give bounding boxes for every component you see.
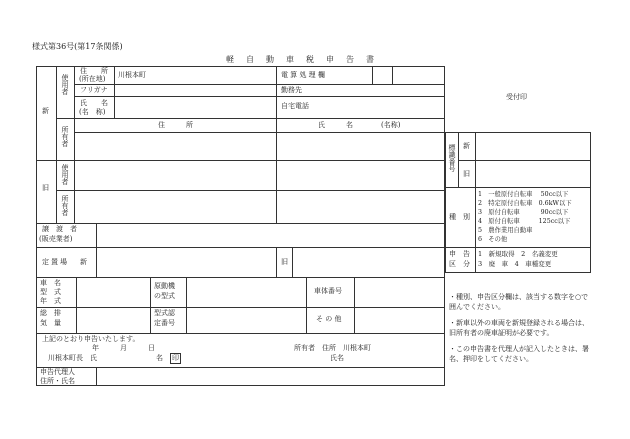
engine-model-label-2: の型式 (154, 292, 175, 300)
storage-label: 定置場 (42, 258, 69, 266)
notes (449, 292, 591, 364)
workplace-label: 勤務先 (281, 86, 302, 94)
storage-new-label: 新 (80, 258, 87, 266)
agent-label-1: 申告代理人 (40, 368, 75, 376)
form-title: 軽 自 動 車 税 申 告 書 (226, 55, 376, 64)
old-owner-label: 所有者 (61, 195, 69, 216)
home-phone-label: 自宅電話 (281, 102, 309, 110)
transferor-label-2: (販売業者) (39, 235, 73, 243)
displacement-label-1: 総 排 (40, 309, 61, 317)
vehicle-model-label-1: 車 名 (40, 279, 61, 287)
agent-label-2: 住所・氏名 (40, 377, 75, 385)
owner-name-header: 氏 名 (名称) (318, 121, 401, 129)
declaration-date: 年 月 日 (92, 344, 155, 352)
plate-number-label: 標識番号 (448, 144, 456, 172)
displacement-label-2: 気 量 (40, 319, 61, 327)
new-side-label: 新 (42, 107, 49, 115)
category-item[interactable]: 1 一般原付自転車 50cc以下 (478, 191, 569, 198)
category-list (478, 190, 572, 244)
form-number: 様式第36号(第17条関係) (32, 42, 123, 51)
address-label-2: (所在地) (79, 75, 106, 83)
owner-address-header: 住 所 (158, 121, 193, 129)
new-owner-label: 所有者 (61, 126, 69, 147)
declaration-recipient: 川根本町長 氏 (48, 354, 97, 362)
report-type-row-2[interactable]: 3 廃 車 4 車種変更 (478, 260, 552, 268)
category-item[interactable]: 3 原付自転車 90cc以下 (478, 209, 569, 216)
report-type-row-1[interactable]: 1 新規取得 2 名義変更 (478, 250, 558, 258)
type-cert-label-2: 定番号 (154, 319, 175, 327)
category-item[interactable]: 5 農作業用自動車 (478, 227, 533, 234)
other-label: そ の 他 (316, 315, 342, 323)
category-item[interactable]: 6 その他 (478, 236, 508, 243)
plate-old-label: 旧 (463, 170, 470, 178)
category-item[interactable]: 4 原付自転車 125cc以下 (478, 218, 571, 225)
new-user-label: 使用者 (61, 74, 69, 95)
name-label-2: (名 称) (79, 108, 106, 116)
report-type-label-2: 区 分 (449, 260, 470, 268)
note-item: ・この申告書を代理人が記入したときは、署名、押印をしてください。 (449, 345, 589, 363)
category-item[interactable]: 2 特定原付自転車 0.6kW以下 (478, 200, 572, 207)
name-label-1: 氏 名 (80, 99, 108, 107)
declaration-owner-address: 所有者 住所 川根本町 (294, 344, 371, 352)
declaration-seal-name: 名 (156, 354, 163, 362)
seal-mark: 印 (172, 354, 179, 362)
type-cert-label-1: 型式認 (154, 309, 175, 317)
furigana-label: フリガナ (80, 86, 108, 94)
computer-processing-label: 電 算 処 理 欄 (281, 71, 325, 79)
vehicle-model-label-2: 型 式 (40, 288, 61, 296)
address-label-1: 住 所 (80, 67, 108, 75)
old-side-label: 旧 (42, 184, 49, 192)
vehicle-model-label-3: 年 式 (40, 297, 61, 305)
user-address-value[interactable]: 川根本町 (118, 71, 146, 79)
declaration-text: 上記のとおり申告いたします。 (42, 335, 140, 343)
old-user-label: 使用者 (61, 164, 69, 185)
report-type-label-1: 申 告 (449, 250, 470, 258)
note-item: ・種別、申告区分欄は、該当する数字を○で囲んでください。 (449, 293, 589, 311)
chassis-number-label: 車体番号 (314, 287, 342, 295)
note-item: ・新車以外の車両を新規登録される場合は、旧所有者の廃車証明が必要です。 (449, 319, 589, 337)
storage-old-label: 旧 (281, 258, 288, 266)
engine-model-label-1: 原動機 (154, 282, 175, 290)
receipt-stamp-label: 受付印 (506, 93, 527, 101)
declaration-owner-name: 氏名 (330, 354, 344, 362)
transferor-label-1: 譲 渡 者 (42, 225, 77, 233)
plate-new-label: 新 (463, 142, 470, 150)
category-label: 種 別 (449, 213, 470, 221)
